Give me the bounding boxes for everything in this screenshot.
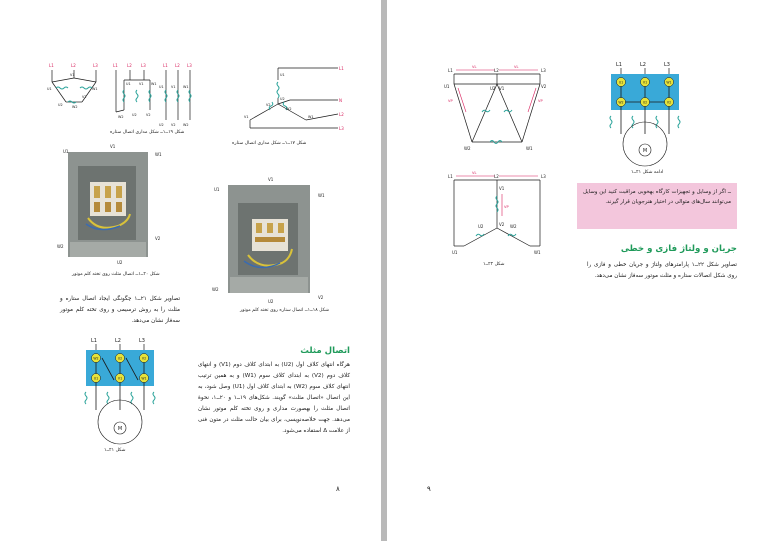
- fig18-label-V2: V2: [318, 295, 324, 300]
- fig20-label-V1: V1: [110, 144, 116, 149]
- fig22d-label-V2: V2: [541, 84, 547, 89]
- fig22d-voltage-VL-2: VL: [514, 65, 519, 69]
- fig21c-terminal-U2: U2: [642, 100, 648, 105]
- paragraph-fig21-intro: تصاویر شکل ۲۱ــ۱ چگونگی ایجاد اتصال ستاره و مثلث را به روش ترسیمی و روی تخته کلم موتور سه‌فاز نشان می‌دهد.: [60, 296, 181, 324]
- fig22s-voltage-VP-3: VP: [504, 205, 509, 209]
- fig21c-terminal-W1: W1: [666, 80, 672, 85]
- figure-21-caption: شکل ۲۱ــ۱: [104, 448, 126, 453]
- fig19a-label-L1: L1: [49, 63, 54, 68]
- fig19c-label-V1: V1: [171, 85, 176, 89]
- fig21c-line-L1: L1: [616, 62, 622, 68]
- fig22s-label-V1: V1: [499, 186, 505, 191]
- fig18-label-V1: V1: [268, 177, 274, 182]
- paragraph-fig22-intro: تصاویر شکل ۲۲ــ۱ پارامترهای ولتاژ و جریان خطی و فازی را روی شکل اتصالات ستاره و مثلث موتور سه‌فاز نشان می‌دهد.: [587, 262, 737, 279]
- fig19c-label-L3: L3: [187, 63, 192, 68]
- fig17-label-L2: L2: [339, 112, 344, 117]
- fig22d-label-W2: W2: [464, 146, 471, 151]
- page-number-right: ۹: [427, 485, 431, 493]
- fig21-line-L3: L3: [139, 338, 145, 344]
- fig19b-label-L3: L3: [141, 63, 146, 68]
- fig20-label-U1: U1: [63, 149, 69, 154]
- fig18-label-U1: U1: [214, 187, 220, 192]
- fig19b-label-L2: L2: [127, 63, 132, 68]
- fig21-line-L1: L1: [91, 338, 97, 344]
- fig22d-label-L3: L3: [541, 68, 546, 73]
- fig22s-label-L3: L3: [541, 174, 546, 179]
- fig22s-label-U1: U1: [452, 250, 458, 255]
- fig21-terminal-U2: U2: [117, 356, 123, 361]
- figure-18-caption: شکل ۱۸ــ۱ــ اتصال ستاره روی تخته کلم موتور: [240, 308, 330, 313]
- fig19c-label-U1: U1: [159, 85, 164, 89]
- figure-17-caption: شکل ۱۷ــ۱ــ شکل مداری اتصال ستاره: [232, 141, 307, 146]
- figure-22-caption: شکل ۲۲ــ۱: [483, 262, 505, 267]
- figure-20-labels: [55, 140, 165, 270]
- fig21c-line-L2: L2: [640, 62, 646, 68]
- fig18-label-W1: W1: [318, 193, 325, 198]
- fig22d-voltage-VL-1: VL: [472, 65, 477, 69]
- figure-18-labels: [210, 175, 330, 305]
- fig19c-label-L1: L1: [163, 63, 168, 68]
- figure-21-star-terminal-box: [605, 60, 685, 168]
- fig17-label-U1: U1: [280, 73, 285, 77]
- fig17-label-W1: W1: [308, 115, 314, 119]
- fig21-line-L2: L2: [115, 338, 121, 344]
- fig19c-label-V2: V2: [171, 123, 176, 127]
- fig17-label-L1: L1: [339, 66, 344, 71]
- fig17-label-N: N: [339, 98, 342, 103]
- fig21-terminal-W1: W1: [141, 376, 147, 381]
- fig22s-label-U2: U2: [478, 224, 484, 229]
- fig19a-label-W1: W1: [92, 87, 98, 91]
- fig21c-line-L3: L3: [664, 62, 670, 68]
- fig20-label-W2: W2: [57, 244, 64, 249]
- figure-21-continued-caption: ادامه شکل ۲۱ــ۱: [631, 170, 664, 175]
- fig22s-label-V2: V2: [499, 222, 505, 227]
- fig19b-label-V2: V2: [146, 113, 151, 117]
- fig17-label-W2: W2: [286, 107, 292, 111]
- figure-17-star-schematic: [220, 60, 345, 140]
- figure-19-caption: شکل ۱۹ــ۱ــ شکل مداری اتصال ستاره: [110, 130, 185, 135]
- fig21c-motor-symbol: M: [642, 148, 648, 154]
- fig22s-label-L1: L1: [448, 174, 453, 179]
- fig19a-label-U1: U1: [47, 87, 52, 91]
- fig19a-label-V1: V1: [70, 73, 75, 77]
- fig18-label-W2: W2: [212, 287, 219, 292]
- fig19a-label-L3: L3: [93, 63, 98, 68]
- heading-phase-line-current-voltage: جریان و ولتاژ فازی و خطی: [620, 244, 737, 254]
- fig19c-label-W1: W1: [183, 85, 189, 89]
- figure-19-delta-schematics: [44, 60, 194, 130]
- fig21-terminal-V2: V2: [141, 356, 147, 361]
- fig19a-label-W2: W2: [72, 105, 78, 109]
- fig21c-terminal-U1: U1: [618, 80, 624, 85]
- page-number-left: ۸: [336, 485, 340, 493]
- fig21c-terminal-W2: W2: [618, 100, 624, 105]
- fig22s-label-L2: L2: [494, 174, 499, 179]
- fig17-label-V1: V1: [244, 115, 249, 119]
- fig19b-label-L1: L1: [113, 63, 118, 68]
- fig22d-label-U2: U2: [490, 86, 496, 91]
- fig19b-label-U1: U1: [126, 82, 131, 86]
- fig22d-label-L1: L1: [448, 68, 453, 73]
- fig22s-label-W2: W2: [510, 224, 517, 229]
- fig19c-label-W2: W2: [183, 123, 189, 127]
- fig22d-label-V1: V1: [499, 86, 505, 91]
- fig22d-voltage-VP-2: VP: [538, 99, 543, 103]
- fig18-label-U2: U2: [268, 299, 274, 304]
- fig19a-label-L2: L2: [71, 63, 76, 68]
- fig21-terminal-U1: U1: [93, 376, 99, 381]
- figure-20-caption: شکل ۲۰ــ۱ــ اتصال مثلث روی تخته کلم موتور: [72, 272, 160, 277]
- fig19c-label-U2: U2: [159, 123, 164, 127]
- fig19c-label-L2: L2: [175, 63, 180, 68]
- figure-22-star-diagram: [442, 170, 552, 260]
- paragraph-delta-connection: هرگاه انتهای کلاف اول (U2) به ابتدای کلاف دوم (V1) و انتهای کلاف دوم (V2) به ابتدای کلاف سوم (W1) و به همین ترتیب انتهای کلاف سوم (W2) به ابتدای کلاف اول (U1) وصل شود، به این اتصال «اتصال مثلث» گویند. شکل‌های ۱۹ــ۱ و ۲۰ــ۱، نحوهٔ اتصال مثلث را بهصورت مداری و روی تخته کلم موتور نشان می‌دهد. جهت خلاصه‌نویسی، برای بیان حالت مثلث در متون فنی از علامت Δ استفاده می‌شود.: [198, 362, 350, 434]
- right-page: [387, 0, 768, 541]
- fig21-terminal-V1: V1: [117, 376, 123, 381]
- fig22d-voltage-VP-1: VP: [448, 99, 453, 103]
- fig22d-label-L2: L2: [494, 68, 499, 73]
- fig21c-terminal-V2: V2: [666, 100, 672, 105]
- fig21-terminal-W2: W2: [93, 356, 99, 361]
- fig19a-label-U2: U2: [58, 103, 63, 107]
- fig17-label-V2: V2: [266, 103, 271, 107]
- heading-delta-connection: اتصال مثلث: [300, 346, 350, 356]
- fig19b-label-W1: W1: [151, 82, 157, 86]
- fig20-label-W1: W1: [155, 152, 162, 157]
- figure-21-delta-terminal-box: [80, 336, 160, 446]
- fig22d-label-W1: W1: [526, 146, 533, 151]
- fig22s-label-W1: W1: [534, 250, 541, 255]
- figure-22-delta-diagram: [442, 62, 552, 160]
- fig21-motor-symbol: M: [117, 426, 123, 432]
- fig17-label-L3: L3: [339, 126, 344, 131]
- fig22s-voltage-VL-3: VL: [472, 171, 477, 175]
- fig22d-label-U1: U1: [444, 84, 450, 89]
- left-page: [0, 0, 381, 541]
- fig19b-label-V1: V1: [139, 82, 144, 86]
- fig19a-label-V2: V2: [82, 95, 87, 99]
- fig21c-terminal-V1: V1: [642, 80, 648, 85]
- fig19b-label-U2: U2: [132, 113, 137, 117]
- fig20-label-V2: V2: [155, 236, 161, 241]
- fig17-label-U2: U2: [280, 97, 285, 101]
- care-note-box: ــ اگر از وسایل و تجهیزات کارگاه بهخوبی مراقبت کنید این وسایل می‌توانند سال‌های متوالی در اختیار هنرجویان قرار گیرند.: [577, 183, 737, 229]
- fig19b-label-W2: W2: [118, 115, 124, 119]
- fig20-label-U2: U2: [117, 260, 123, 265]
